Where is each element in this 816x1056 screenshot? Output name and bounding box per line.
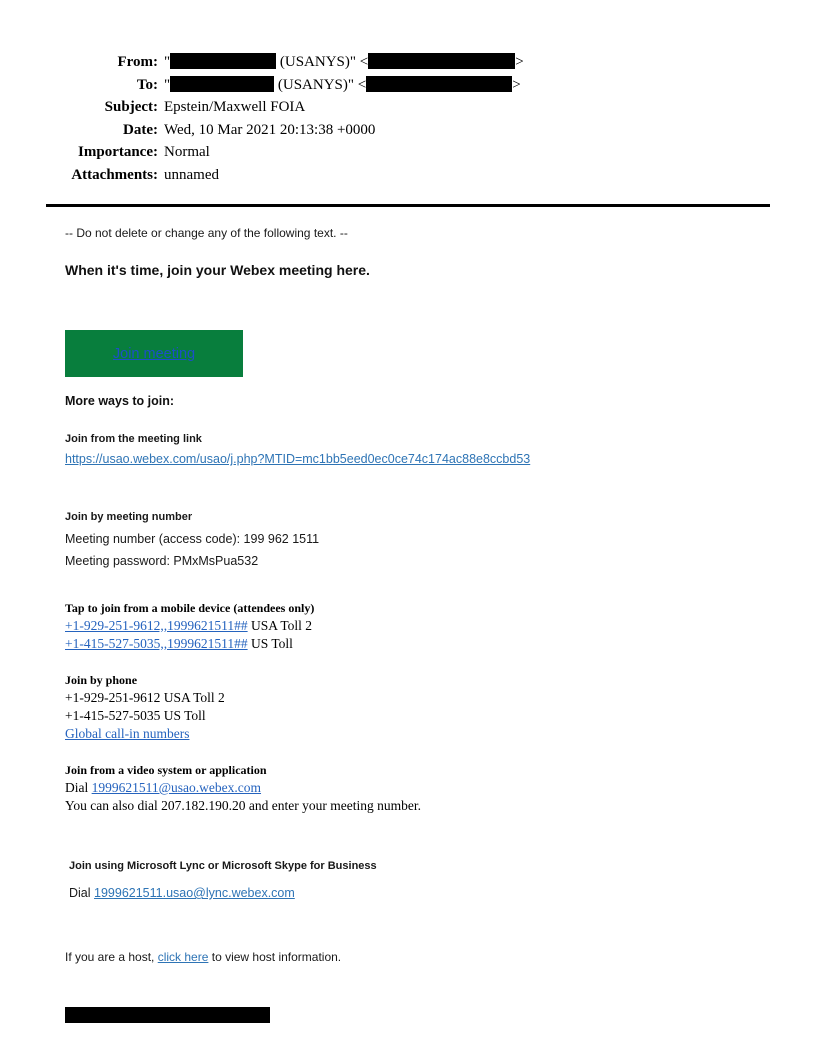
mobile-dial-label-us-toll: US Toll <box>247 636 293 651</box>
section-meeting-number <box>65 511 319 572</box>
attachments-value: unnamed <box>164 166 219 183</box>
mobile-dial-label-usa-toll2: USA Toll 2 <box>247 618 313 633</box>
mobile-dial-row <box>65 617 314 635</box>
video-heading: Join from a video system or application <box>65 763 267 777</box>
section-lync-skype <box>69 860 377 904</box>
from-bracket: > <box>515 54 524 70</box>
importance-label: Importance: <box>78 144 158 160</box>
header-row-date <box>0 119 816 142</box>
join-meeting-button[interactable] <box>65 330 243 377</box>
to-value <box>164 74 521 97</box>
phone-number-usa-toll2: +1-929-251-9612 USA Toll 2 <box>65 690 225 705</box>
mobile-dial-row <box>65 635 314 653</box>
email-header <box>0 51 816 186</box>
from-label: From: <box>117 54 158 70</box>
host-prefix: If you are a host, <box>65 950 158 964</box>
redaction-to-email <box>366 76 512 92</box>
host-info-line <box>65 950 341 964</box>
from-quote: " <box>164 54 171 70</box>
header-row-subject <box>0 96 816 119</box>
lync-dial-link[interactable]: 1999621511.usao@lync.webex.com <box>94 886 295 900</box>
do-not-delete-notice: -- Do not delete or change any of the following text. -- <box>65 226 348 240</box>
section-phone <box>65 672 225 743</box>
redaction-to-name <box>170 76 274 92</box>
meeting-number-heading: Join by meeting number <box>65 511 193 523</box>
to-quote: " <box>164 76 171 93</box>
header-row-importance <box>0 141 816 164</box>
host-suffix: to view host information. <box>208 950 342 964</box>
from-value <box>164 51 524 74</box>
video-dial-link[interactable]: 1999621511@usao.webex.com <box>91 780 262 795</box>
lync-dial-row <box>69 883 377 904</box>
global-callin-link[interactable]: Global call-in numbers <box>65 726 190 741</box>
date-label: Date: <box>123 121 158 138</box>
header-row-from <box>0 51 816 74</box>
to-org: (USANYS)" < <box>274 76 367 93</box>
to-bracket: > <box>512 76 521 93</box>
global-callin-row <box>65 725 225 743</box>
video-dial-prefix: Dial <box>65 780 92 795</box>
more-ways-heading: More ways to join: <box>65 394 175 408</box>
subject-label: Subject: <box>104 99 158 115</box>
header-divider <box>46 204 770 207</box>
lync-dial-prefix: Dial <box>69 886 95 900</box>
meeting-number-line: Meeting number (access code): 199 962 1511 <box>65 532 320 546</box>
attachments-label: Attachments: <box>71 166 158 183</box>
lync-heading: Join using Microsoft Lync or Microsoft Skype for Business <box>69 860 377 872</box>
redaction-from-email <box>368 53 515 69</box>
section-meeting-link <box>65 433 530 468</box>
to-label: To: <box>136 76 158 93</box>
section-video-system <box>65 762 421 815</box>
date-value: Wed, 10 Mar 2021 20:13:38 +0000 <box>164 121 376 138</box>
meeting-password-line: Meeting password: PMxMsPua532 <box>65 554 259 568</box>
redaction-footer-bar <box>65 1007 270 1023</box>
importance-value: Normal <box>164 144 210 160</box>
video-dial-row <box>65 779 421 797</box>
mobile-heading: Tap to join from a mobile device (attendees only) <box>65 601 315 615</box>
header-row-to <box>0 74 816 97</box>
phone-number-us-toll: +1-415-527-5035 US Toll <box>65 708 206 723</box>
webex-heading: When it's time, join your Webex meeting here. <box>65 262 370 278</box>
mobile-dial-link-usa-toll2[interactable]: +1-929-251-9612,,1999621511## <box>65 618 248 633</box>
phone-heading: Join by phone <box>65 673 138 687</box>
redaction-from-name <box>170 53 276 69</box>
meeting-link-heading: Join from the meeting link <box>65 433 202 445</box>
section-mobile <box>65 600 314 653</box>
subject-value: Epstein/Maxwell FOIA <box>164 99 306 115</box>
from-org: (USANYS)" < <box>276 54 369 70</box>
host-click-here-link[interactable]: click here <box>157 950 209 964</box>
video-alt-dial-note: You can also dial 207.182.190.20 and enter your meeting number. <box>65 798 421 813</box>
meeting-url-link[interactable]: https://usao.webex.com/usao/j.php?MTID=mc1bb5eed0ec0ce74c174ac88e8ccbd53 <box>65 452 531 466</box>
header-row-attachments <box>0 164 816 187</box>
join-meeting-link[interactable]: Join meeting <box>112 345 196 362</box>
mobile-dial-link-us-toll[interactable]: +1-415-527-5035,,1999621511## <box>65 636 248 651</box>
